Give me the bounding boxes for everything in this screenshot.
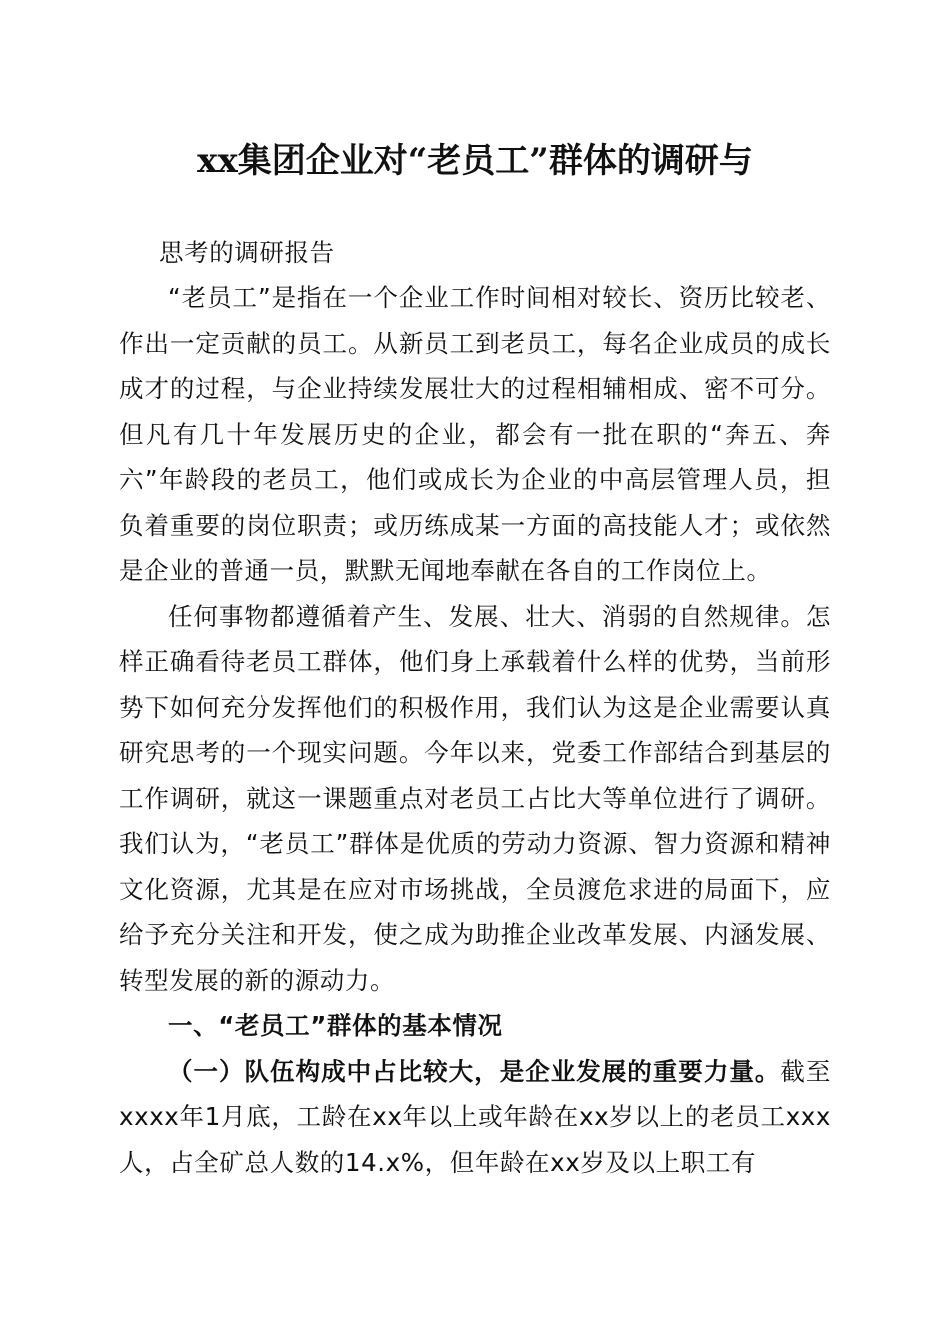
document-title: xx集团企业对“老员工”群体的调研与 [197, 141, 753, 181]
subsection-text: 截至xxxx年1月底，工龄在xx年以上或年龄在xx岁以上的老员工xxx人，占全矿总人数的14.x%，但年龄在xx岁及以上职工有 [119, 1056, 831, 1177]
document-body [119, 275, 831, 1185]
section-heading: 一、“老员工”群体的基本情况 [168, 1011, 503, 1040]
body-paragraph [119, 1049, 831, 1186]
body-paragraph: “老员工”是指在一个企业工作时间相对较长、资历比较老、作出一定贡献的员工。从新员工到老员工，每名企业成员的成长成才的过程，与企业持续发展壮大的过程相辅相成、密不可分。但凡有几十年发展历史的企业，都会有一批在职的“奔五、奔六”年龄段的老员工，他们或成长为企业的中高层管理人员，担负着重要的岗位职责；或历练成某一方面的高技能人才；或依然是企业的普通一员，默默无闻地奉献在各自的工作岗位上。 [119, 283, 831, 585]
document-subtitle: 思考的调研报告 [159, 238, 335, 267]
subsection-heading: （一）队伍构成中占比较大，是企业发展的重要力量。 [168, 1056, 781, 1086]
body-paragraph: 任何事物都遵循着产生、发展、壮大、消弱的自然规律。怎样正确看待老员工群体，他们身上承载着什么样的优势，当前形势下如何充分发挥他们的积极作用，我们认为这是企业需要认真研究思考的一个现实问题。今年以来，党委工作部结合到基层的工作调研，就这一课题重点对老员工占比大等单位进行了调研。我们认为，“老员工”群体是优质的劳动力资源、智力资源和精神文化资源，尤其是在应对市场挑战，全员渡危求进的局面下，应给予充分关注和开发，使之成为助推企业改革发展、内涵发展、转型发展的新的源动力。 [119, 601, 831, 995]
